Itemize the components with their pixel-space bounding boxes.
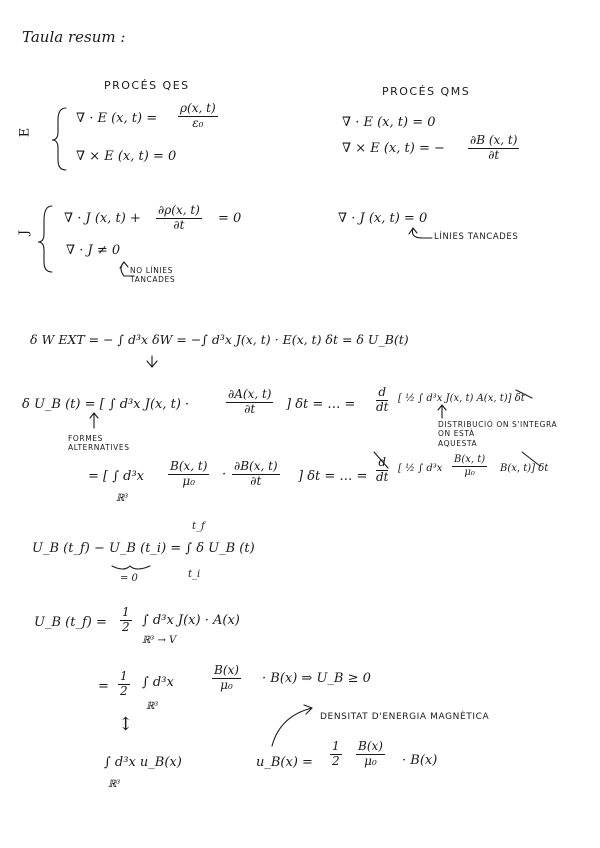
- numerator: ∂B(x, t): [234, 459, 278, 473]
- alt-dot: ·: [222, 467, 227, 482]
- denominator: μ₀: [364, 753, 377, 768]
- underbrace-zero: = 0: [120, 573, 138, 584]
- note-no-closed-lines: NO LÍNIES TANCADES: [130, 266, 176, 285]
- brace-J: [38, 206, 52, 272]
- ub-difference-equation: U_B (t_f) − U_B (t_i) = ∫ δ U_B (t): [32, 541, 255, 556]
- half-fraction-1: [120, 606, 132, 635]
- integral-arrow: [147, 356, 157, 367]
- numerator: ∂B (x, t): [470, 133, 518, 147]
- brace-E: [52, 108, 66, 170]
- ub-B-fraction: [212, 664, 241, 693]
- row-label-J: J: [17, 229, 33, 236]
- qms-faraday-fraction: [468, 134, 519, 163]
- underbrace: [112, 566, 150, 569]
- alt-domain-r3: ℝ³: [116, 493, 129, 504]
- curve-arrow-closed: [412, 228, 432, 238]
- updown-arrow: ↕: [118, 714, 134, 735]
- denominator: 2: [120, 683, 128, 698]
- delta-ub-half-integral: [ ½ ∫ d³x J(x, t) A(x, t)] δt: [398, 393, 525, 404]
- delta-ub-fraction: [226, 388, 273, 417]
- denominator: ∂t: [244, 401, 256, 416]
- alt-rhs: ] δt = … =: [298, 469, 368, 484]
- alt-half-fraction: [452, 454, 487, 478]
- ub-B-integral: ∫ d³x: [142, 675, 174, 690]
- alt-half-integral: [ ½ ∫ d³x: [398, 463, 443, 474]
- qms-div-equation: ∇ · E (x, t) = 0: [342, 115, 436, 130]
- qes-div-J: ∇ · J ≠ 0: [66, 243, 121, 258]
- ub-tf-rhs: ∫ d³x J(x) · A(x): [142, 613, 240, 628]
- delta-ub-rhs: ] δt = … =: [286, 397, 356, 412]
- column-header-qes: PROCÉS QES: [104, 79, 190, 92]
- note-alternative-forms: FORMES ALTERNATIVES: [68, 434, 130, 453]
- domain-r3-b: ℝ³: [146, 701, 159, 712]
- work-equation: δ W EXT = − ∫ d³x δW = −∫ d³x J(x, t) · E(x, t) δt = δ U_B(t): [30, 332, 409, 347]
- denominator: μ₀: [464, 466, 475, 478]
- arrow-alt-forms: [90, 413, 98, 428]
- numerator: B(x): [214, 663, 239, 677]
- alt-fraction-B: [168, 460, 209, 489]
- qes-gauss-lhs: ∇ · E (x, t) =: [76, 111, 158, 126]
- page-title: Taula resum :: [22, 28, 126, 46]
- denominator: ∂t: [173, 217, 185, 232]
- lower-limit-ti: t_i: [188, 569, 201, 580]
- half-fraction-3: [330, 740, 342, 769]
- note-closed-lines: LÍNIES TANCADES: [434, 232, 519, 242]
- arrow-distribution: [438, 405, 446, 418]
- density-definition-lhs: u_B(x) =: [256, 755, 313, 770]
- numerator: ∂A(x, t): [228, 387, 272, 401]
- denominator: dt: [376, 399, 389, 414]
- alt-lhs: = [ ∫ d³x: [88, 469, 144, 484]
- qes-continuity-rhs: = 0: [218, 211, 242, 226]
- numerator: 1: [332, 739, 340, 753]
- row-label-E: E: [17, 127, 33, 138]
- numerator: B(x, t): [454, 454, 486, 465]
- alt-fraction-dB: [232, 460, 280, 489]
- density-fraction: [356, 740, 385, 769]
- numerator: d: [378, 385, 387, 399]
- domain-r3-to-V: ℝ³ → V: [142, 635, 177, 646]
- qms-div-J: ∇ · J (x, t) = 0: [338, 211, 428, 226]
- upper-limit-tf: t_f: [192, 521, 205, 532]
- numerator: 1: [120, 669, 128, 683]
- alt-half-rhs: B(x, t)] δt: [500, 463, 549, 474]
- numerator: ∂ρ(x, t): [158, 203, 200, 217]
- column-header-qms: PROCÉS QMS: [382, 85, 471, 98]
- qes-curl-equation: ∇ × E (x, t) = 0: [76, 149, 177, 164]
- note-distribution: DISTRIBUCIÓ ON S'INTEGRA ON ESTÀ AQUESTA: [438, 420, 558, 448]
- ub-B-rhs: · B(x) ⇒ U_B ≥ 0: [262, 671, 371, 686]
- denominator: dt: [376, 469, 389, 484]
- density-integral: ∫ d³x u_B(x): [104, 755, 182, 770]
- curve-arrow-density: [272, 708, 312, 746]
- qes-continuity-lhs: ∇ · J (x, t) +: [64, 211, 141, 226]
- time-derivative-1: [374, 386, 391, 415]
- denominator: 2: [332, 753, 340, 768]
- numerator: d: [378, 455, 387, 469]
- density-definition-rhs: · B(x): [402, 753, 438, 768]
- denominator: 2: [122, 619, 130, 634]
- half-fraction-2: [118, 670, 130, 699]
- qms-faraday-lhs: ∇ × E (x, t) = −: [342, 141, 445, 156]
- numerator: ρ(x, t): [180, 101, 216, 115]
- numerator: B(x): [358, 739, 383, 753]
- denominator: μ₀: [220, 677, 233, 692]
- denominator: ε₀: [192, 115, 204, 130]
- qes-gauss-fraction: [178, 102, 218, 131]
- domain-r3-c: ℝ³: [108, 779, 121, 790]
- numerator: B(x, t): [170, 459, 208, 473]
- delta-ub-lhs: δ U_B (t) = [ ∫ d³x J(x, t) ·: [22, 397, 190, 412]
- equals-sign: =: [98, 679, 109, 694]
- time-derivative-2: [374, 456, 391, 485]
- denominator: ∂t: [250, 473, 262, 488]
- qes-continuity-fraction: [156, 204, 202, 233]
- note-energy-density: DENSITAT D'ENERGIA MAGNÈTICA: [320, 712, 490, 722]
- denominator: μ₀: [182, 473, 195, 488]
- denominator: ∂t: [488, 147, 500, 162]
- ub-tf-lhs: U_B (t_f) =: [34, 615, 107, 630]
- numerator: 1: [122, 605, 130, 619]
